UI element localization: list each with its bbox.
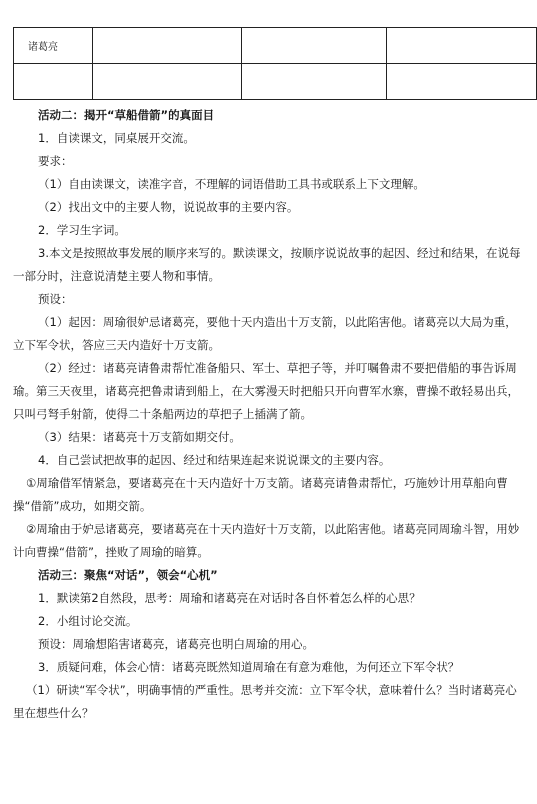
step-paragraph: （1）研读“军令状”，明确事情的严重性。思考并交流：立下军令状，意味着什么？当时诸葛亮心里在想些什么？ [13, 683, 517, 720]
lesson-text [13, 104, 528, 725]
requirement-line: （1）自由读课文，读准字音，不理解的词语借助工具书或联系上下文理解。 [38, 177, 425, 191]
table-cell-label: 诸葛亮 [14, 28, 93, 64]
summary-paragraph: ②周瑜由于妒忌诸葛亮，要诸葛亮在十天内造好十万支箭，以此陷害他。诸葛亮同周瑜斗智，用妙计向曹操“借箭”，挫败了周瑜的暗算。 [13, 522, 520, 559]
step-line: 4．自己尝试把故事的起因、经过和结果连起来说说课文的主要内容。 [38, 453, 391, 467]
preset-paragraph: （1）起因：周瑜很妒忌诸葛亮，要他十天内造出十万支箭，以此陷害他。诸葛亮以大局为重，立下军令状，答应三天内造好十万支箭。 [13, 315, 517, 352]
preset-paragraph: （2）经过：诸葛亮请鲁肃帮忙准备船只、军士、草把子等，并叮嘱鲁肃不要把借船的事告诉周瑜。第三天夜里，诸葛亮把鲁肃请到船上，在大雾漫天时把船只开向曹军水寨，曹操不敢轻易出兵，只叫弓弩手射箭，使得二十条船两边的草把子上插满了箭。 [13, 361, 519, 421]
preset-line: （3）结果：诸葛亮十万支箭如期交付。 [38, 430, 241, 444]
table-cell [387, 64, 537, 100]
step-line: 2．学习生字词。 [38, 223, 126, 237]
table-cell [14, 64, 93, 100]
activity-heading: 活动三：聚焦“对话”，领会“心机” [38, 568, 218, 582]
step-line: 1．自读课文，同桌展开交流。 [38, 131, 195, 145]
label-line: 预设： [38, 292, 73, 306]
activity-heading: 活动二：揭开“草船借箭”的真面目 [38, 108, 215, 122]
step-line: 3．质疑问难，体会心情：诸葛亮既然知道周瑜在有意为难他，为何还立下军令状？ [38, 660, 460, 674]
table-cell [92, 28, 242, 64]
summary-paragraph: ①周瑜借军情紧急，要诸葛亮在十天内造好十万支箭。诸葛亮请鲁肃帮忙，巧施妙计用草船向曹操“借箭”成功，如期交箭。 [13, 476, 508, 513]
table-cell [92, 64, 242, 100]
table-cell [242, 64, 387, 100]
step-paragraph: 3.本文是按照故事发展的顺序来写的。默读课文，按顺序说说故事的起因、经过和结果，在说每一部分时，注意说清楚主要人物和事情。 [13, 246, 521, 283]
label-line: 要求： [38, 154, 73, 168]
table-cell [242, 28, 387, 64]
table-cell [387, 28, 537, 64]
blank-table [13, 27, 537, 100]
step-line: 1．默读第2自然段，思考：周瑜和诸葛亮在对话时各自怀着怎么样的心思？ [38, 591, 421, 605]
step-line: 2．小组讨论交流。 [38, 614, 138, 628]
table-row [14, 28, 537, 64]
preset-line: 预设：周瑜想陷害诸葛亮，诸葛亮也明白周瑜的用心。 [38, 637, 314, 651]
requirement-line: （2）找出文中的主要人物，说说故事的主要内容。 [38, 200, 299, 214]
table-row [14, 64, 537, 100]
